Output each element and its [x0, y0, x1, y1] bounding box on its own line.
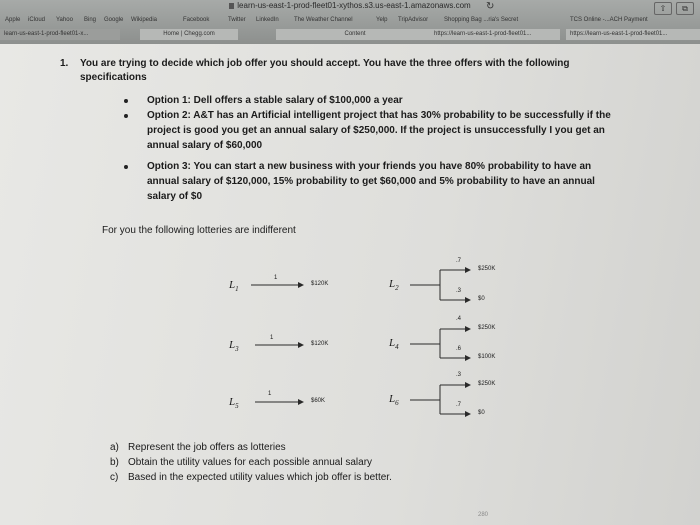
bookmark-item[interactable]: iCloud — [28, 17, 46, 23]
tab-strip — [0, 28, 700, 42]
lottery-l6-label: $L_6$ — [389, 393, 399, 408]
tab-4[interactable]: https://learn-us-east-1-prod-fleet01... — [430, 29, 560, 40]
l4-prob-top: .4 — [456, 316, 462, 322]
l2-prob-top: .7 — [456, 258, 462, 264]
question-number: 1. — [60, 58, 69, 69]
tab-1[interactable]: learn-us-east-1-prod-fleet01-x... — [0, 29, 120, 40]
option-3-line3: salary of $0 — [147, 191, 203, 202]
l6-payoff-bot: $0 — [478, 410, 485, 416]
l2-payoff-bot: $0 — [478, 296, 485, 302]
option-3-line2: annual salary of $120,000, 15% probability to get $60,000 and 5% probability to have an annual — [147, 176, 595, 187]
task-b: Obtain the utility values for each possible annual salary — [128, 457, 373, 468]
lottery-diagram — [0, 44, 700, 525]
l2-prob-bot: .3 — [456, 288, 462, 294]
question-intro-cont: specifications — [80, 72, 147, 83]
bookmark-item[interactable]: Twitter — [228, 17, 246, 23]
bookmark-item[interactable]: Bing — [84, 17, 97, 23]
bookmark-item[interactable]: TCS Online -...ACH Payment — [570, 17, 648, 23]
lottery-l1-label: $L_1$ — [229, 279, 239, 294]
bookmark-item[interactable]: Yelp — [376, 17, 388, 23]
document-page — [0, 44, 700, 525]
l4-prob-bot: .6 — [456, 346, 462, 352]
task-c-label: c) — [110, 472, 119, 483]
l3-payoff: $120K — [311, 341, 329, 347]
option-1: Option 1: Dell offers a stable salary of $100,000 a year — [147, 95, 403, 106]
task-b-label: b) — [110, 457, 119, 468]
option-2-line2: project is good you get an annual salary of $250,000. If the project is unsuccessfully I you get an — [147, 125, 605, 136]
l3-prob: 1 — [270, 335, 274, 341]
l5-prob: 1 — [268, 391, 272, 397]
address-bar[interactable] — [200, 0, 500, 11]
lottery-l2-label: $L_2$ — [389, 278, 399, 293]
l6-payoff-top: $250K — [478, 381, 496, 387]
option-3-line1: Option 3: You can start a new business with your friends you have 80% probability to have an — [147, 161, 592, 172]
option-2-line1: Option 2: A&T has an Artificial intelligent project that has 30% probability to be successfully if the — [147, 110, 611, 121]
option-2-line3: annual salary of $60,000 — [147, 140, 263, 151]
l6-prob-top: .3 — [456, 372, 462, 378]
lottery-l3-label: $L_3$ — [229, 339, 239, 354]
bookmark-item[interactable]: Facebook — [183, 17, 210, 23]
l4-payoff-bot: $100K — [478, 354, 496, 360]
bookmark-item[interactable]: The Weather Channel — [294, 17, 353, 23]
bookmark-item[interactable]: Shopping Bag ...ria's Secret — [444, 17, 519, 23]
page-corner-number: 280 — [478, 512, 489, 518]
task-c: Based in the expected utility values which job offer is better. — [128, 472, 392, 483]
bookmark-item[interactable]: Wikipedia — [131, 17, 158, 23]
browser-chrome — [0, 0, 700, 44]
bookmarks-bar — [0, 15, 700, 27]
l6-prob-bot: .7 — [456, 402, 462, 408]
l1-payoff: $120K — [311, 281, 329, 287]
l2-payoff-top: $250K — [478, 266, 496, 272]
bookmark-item[interactable]: TripAdvisor — [398, 17, 429, 23]
lock-icon — [229, 3, 234, 9]
tab-2[interactable]: Home | Chegg.com — [140, 29, 238, 40]
lottery-l4-label: $L_4$ — [389, 337, 399, 352]
l1-prob: 1 — [274, 275, 278, 281]
bookmark-item[interactable]: Yahoo — [56, 17, 73, 23]
bookmark-item[interactable]: LinkedIn — [256, 17, 279, 23]
share-icon[interactable]: ⇧ — [654, 2, 672, 15]
bookmark-item[interactable]: Google — [104, 17, 124, 23]
question-intro: You are trying to decide which job offer you should accept. You have the three offers with the following — [80, 58, 570, 69]
l5-payoff: $60K — [311, 398, 326, 404]
bookmark-item[interactable]: Apple — [5, 17, 21, 23]
url-text: learn-us-east-1-prod-fleet01-xythos.s3.us-east-1.amazonaws.com — [237, 1, 471, 10]
l4-payoff-top: $250K — [478, 325, 496, 331]
tabs-overview-icon[interactable]: ⧉ — [676, 2, 694, 15]
tab-5[interactable]: https://learn-us-east-1-prod-fleet01... — [566, 29, 700, 40]
task-a-label: a) — [110, 442, 119, 453]
lotteries-intro: For you the following lotteries are indifferent — [102, 225, 296, 236]
lottery-l5-label: $L_5$ — [229, 396, 239, 411]
tab-3[interactable]: Content — [276, 29, 434, 40]
reload-icon[interactable]: ↻ — [486, 1, 495, 12]
task-a: Represent the job offers as lotteries — [128, 442, 286, 453]
